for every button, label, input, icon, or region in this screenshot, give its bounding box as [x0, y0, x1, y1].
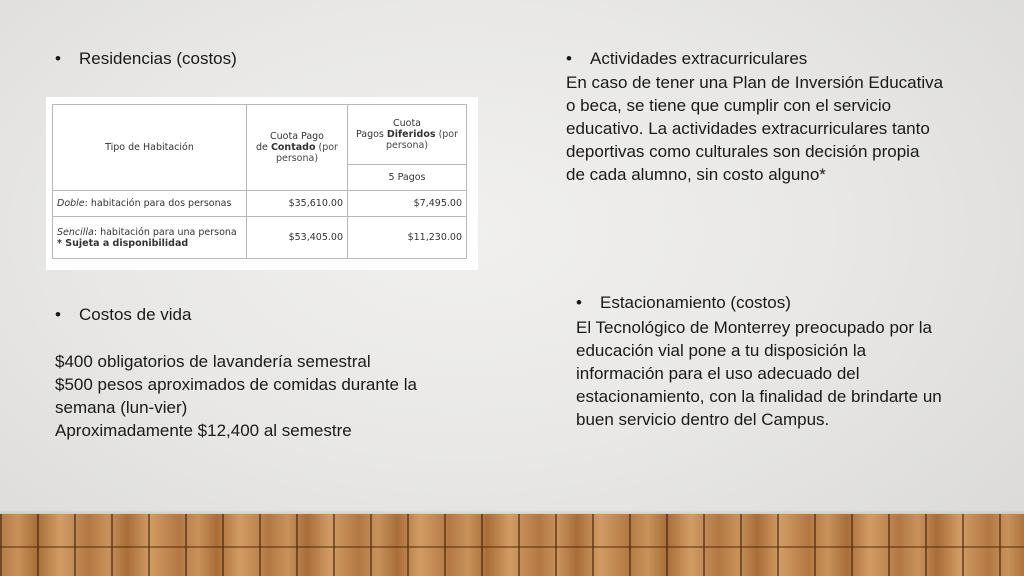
header-contado-line2c: (por [315, 142, 338, 153]
header-contado-line2b: Contado [270, 142, 316, 153]
vida-body [55, 350, 475, 442]
estacionamiento-line: buen servicio dentro del Campus. [576, 410, 830, 429]
header-diferidos-line3: persona) [385, 140, 429, 151]
header-contado-line2a: de [256, 142, 271, 153]
row-tipo-rest: : habitación para una persona [93, 226, 237, 238]
header-diferidos-line2c: (por [435, 129, 459, 140]
actividades-line: de cada alumno, sin costo alguno* [566, 165, 826, 184]
estacionamiento-heading [576, 293, 791, 313]
row-tipo-rest: : habitación para dos personas [84, 198, 232, 209]
estacionamiento-line: información para el uso adecuado del [576, 364, 860, 383]
header-tipo-label: Tipo de Habitación [105, 142, 194, 153]
costs-table-image [46, 97, 478, 270]
estacionamiento-title: Estacionamiento (costos) [600, 293, 791, 312]
row-contado: $35,610.00 [247, 191, 348, 217]
residencias-title: Residencias (costos) [79, 49, 237, 68]
row-contado: $53,405.00 [247, 217, 348, 259]
header-diferidos-line2a: Pagos [355, 129, 387, 140]
estacionamiento-line: estacionamiento, con la finalidad de brindarte un [576, 387, 942, 406]
residencias-heading [55, 49, 237, 69]
header-contado [247, 105, 348, 191]
wood-floor [0, 514, 1024, 576]
bullet-icon: • [55, 305, 61, 324]
header-contado-line3: persona) [275, 153, 319, 164]
actividades-title: Actividades extracurriculares [590, 49, 808, 68]
vida-line: $400 obligatorios de lavandería semestral [55, 352, 371, 371]
actividades-body [566, 71, 986, 186]
header-pagos: 5 Pagos [348, 165, 467, 191]
header-diferidos-line2b: Diferidos [386, 129, 436, 140]
table-row [53, 217, 467, 259]
estacionamiento-line: educación vial pone a tu disposición la [576, 341, 867, 360]
actividades-line: deportivas como culturales son decisión propia [566, 142, 920, 161]
row-tipo-em: Sencilla [57, 226, 94, 238]
actividades-line: o beca, se tiene que cumplir con el servicio [566, 96, 892, 115]
bullet-icon: • [55, 49, 61, 68]
estacionamiento-line: El Tecnológico de Monterrey preocupado por la [576, 318, 932, 337]
costs-table [52, 104, 467, 259]
actividades-line: educativo. La actividades extracurriculares tanto [566, 119, 930, 138]
header-diferidos [348, 105, 467, 165]
table-header-row [53, 105, 467, 165]
vida-title: Costos de vida [79, 305, 192, 324]
vida-line: semana (lun-vier) [55, 398, 188, 417]
estacionamiento-body [576, 316, 996, 431]
row-diferidos: $7,495.00 [348, 191, 467, 217]
table-row [53, 191, 467, 217]
header-diferidos-line1: Cuota [392, 118, 421, 129]
bullet-icon: • [576, 293, 582, 312]
bullet-icon: • [566, 49, 572, 68]
vida-heading [55, 305, 191, 325]
header-contado-line1: Cuota Pago [270, 131, 324, 142]
header-tipo [53, 105, 247, 191]
row-tipo-em: Doble [57, 198, 85, 209]
row-tipo [53, 191, 247, 217]
actividades-heading [566, 49, 807, 69]
vida-line: $500 pesos aproximados de comidas durante la [55, 375, 417, 394]
vida-line: Aproximadamente $12,400 al semestre [55, 421, 352, 440]
row-tipo [53, 217, 247, 259]
actividades-line: En caso de tener una Plan de Inversión Educativa [566, 73, 944, 92]
row-note: * Sujeta a disponibilidad [57, 237, 189, 249]
floor-seam [0, 546, 1024, 548]
row-diferidos: $11,230.00 [348, 217, 467, 259]
